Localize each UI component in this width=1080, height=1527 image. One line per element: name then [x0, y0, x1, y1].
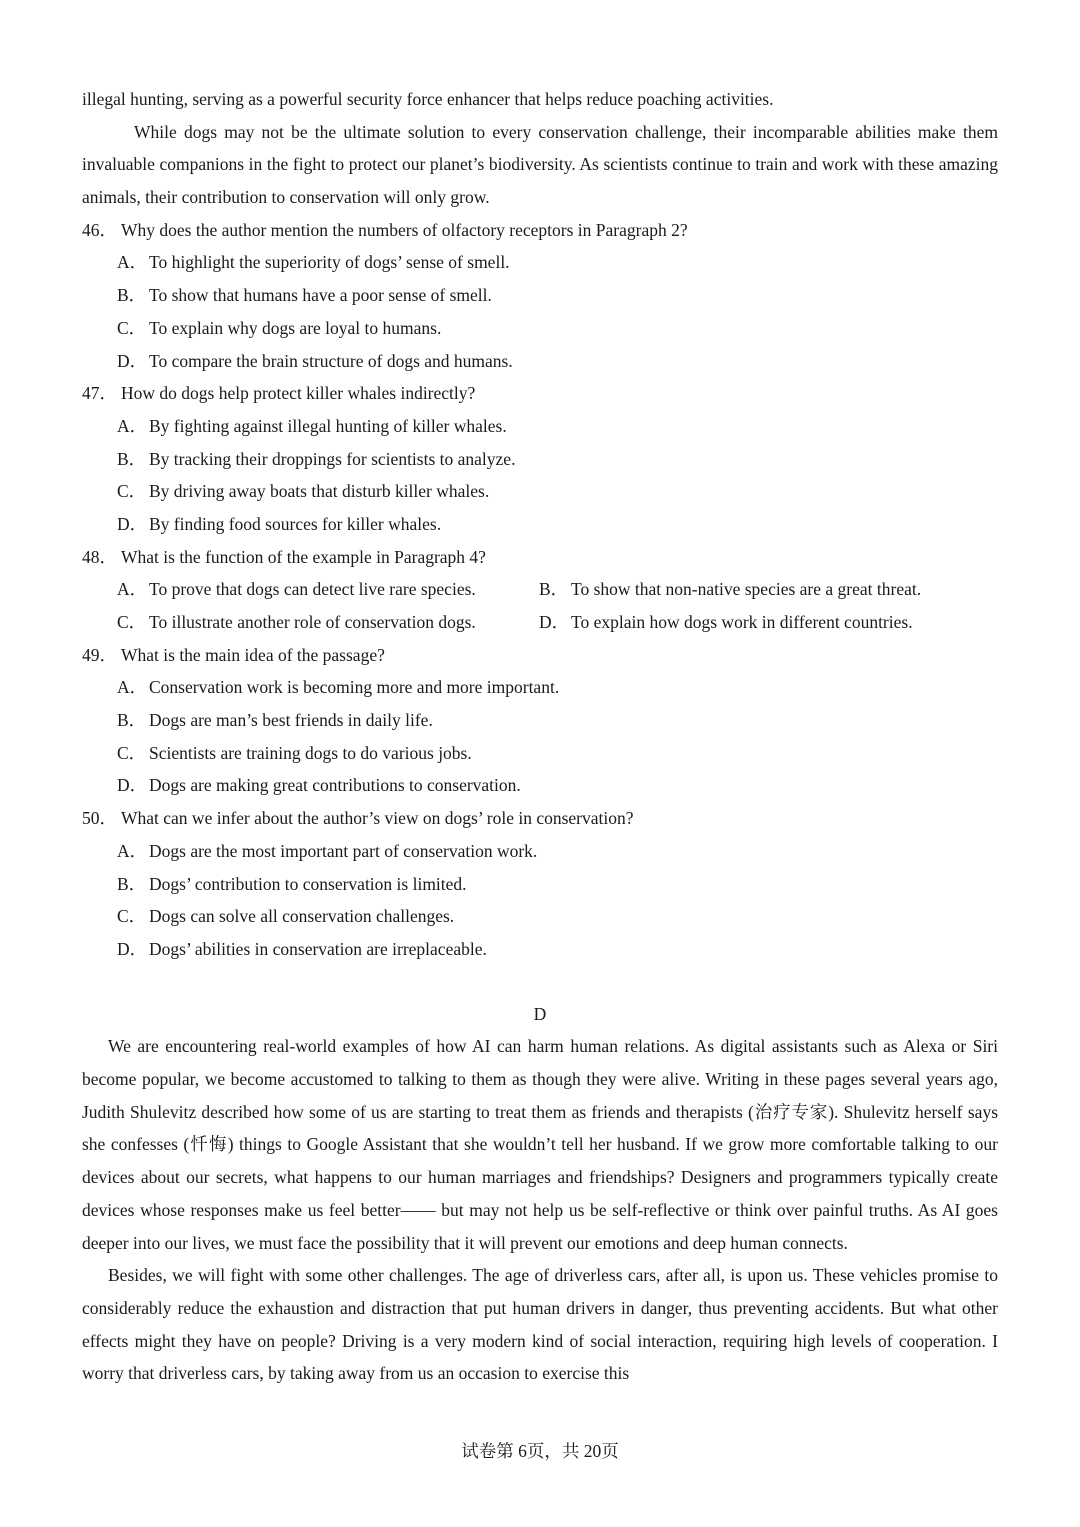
option-label: B． [117, 448, 147, 469]
option-text: To show that humans have a poor sense of smell. [149, 285, 492, 306]
option-text: Dogs are the most important part of conservation work. [149, 840, 538, 861]
option-label: C． [117, 481, 147, 502]
question-50 [82, 802, 998, 965]
passage-d-title: D [533, 1003, 547, 1024]
option-text: To explain how dogs work in different countries. [571, 612, 913, 633]
question-stem [82, 639, 998, 672]
option-c [82, 737, 998, 770]
option-label: C． [117, 906, 147, 927]
option-b [539, 573, 921, 606]
question-46 [82, 214, 998, 377]
exam-page [82, 83, 998, 1390]
option-b [82, 868, 998, 901]
option-label: D． [117, 350, 148, 371]
option-label: D． [117, 938, 148, 959]
option-label: D． [539, 612, 570, 633]
option-a [82, 671, 998, 704]
option-row [82, 573, 998, 606]
option-label: A． [117, 415, 148, 436]
option-text: To highlight the superiority of dogs’ sense of smell. [149, 252, 510, 273]
question-text: Why does the author mention the numbers of olfactory receptors in Paragraph 2? [121, 219, 688, 240]
option-label: C． [117, 742, 147, 763]
option-c [82, 475, 998, 508]
question-stem [82, 377, 998, 410]
option-label: D． [117, 513, 148, 534]
passage-d-paragraph-1: We are encountering real-world examples of how AI can harm human relations. As digital assistants such as Alexa or Siri become popular, we become accustomed to talking to them as though they were alive. Writing in these pages several years ago, Judith Shulevitz described how some of us are starting to treat them as friends and therapists (治疗专家). Shulevitz herself says she confesses (忏悔) things to Google Assistant that she wouldn’t tell her husband. If we grow more comfortable talking to our devices about our secrets, what happens to our human marriages and friendships? Designers and programmers typically create devices whose responses make us feel better—— but may not help us be self-reflective or think over painful truths. As AI goes deeper into our lives, we must face the possibility that it will prevent our emotions and deep human connects. [82, 1036, 998, 1253]
question-text: What is the function of the example in Paragraph 4? [121, 546, 486, 567]
option-text: Dogs are man’s best friends in daily life. [149, 710, 433, 731]
option-a [117, 573, 539, 606]
option-text: To compare the brain structure of dogs and humans. [149, 350, 513, 371]
option-text: By driving away boats that disturb killer whales. [149, 481, 490, 502]
passage-c-paragraph-tail: illegal hunting, serving as a powerful security force enhancer that helps reduce poaching activities. [82, 89, 774, 109]
option-c [117, 606, 539, 639]
option-label: A． [117, 579, 148, 600]
option-b [82, 443, 998, 476]
question-stem [82, 214, 998, 247]
option-text: Dogs’ abilities in conservation are irreplaceable. [149, 938, 487, 959]
option-label: B． [117, 285, 147, 306]
option-text: To show that non-native species are a great threat. [571, 579, 922, 600]
option-a [82, 246, 998, 279]
option-label: C． [117, 317, 147, 338]
option-label: A． [117, 677, 148, 698]
option-text: Dogs are making great contributions to conservation. [149, 775, 521, 796]
question-text: How do dogs help protect killer whales indirectly? [121, 383, 476, 404]
option-d [539, 606, 913, 639]
question-stem [82, 541, 998, 574]
question-48 [82, 541, 998, 639]
question-number: 46． [82, 219, 117, 240]
option-c [82, 900, 998, 933]
option-label: A． [117, 840, 148, 861]
page-footer: 试卷第 6页，共 20页 [461, 1441, 619, 1461]
option-label: D． [117, 775, 148, 796]
option-text: To explain why dogs are loyal to humans. [149, 317, 442, 338]
option-c [82, 312, 998, 345]
option-text: Dogs can solve all conservation challenges. [149, 906, 455, 927]
question-number: 48． [82, 546, 117, 567]
option-d [82, 508, 998, 541]
question-text: What is the main idea of the passage? [121, 644, 385, 665]
option-b [82, 279, 998, 312]
option-text: By finding food sources for killer whales. [149, 513, 442, 534]
passage-d-paragraph-2: Besides, we will fight with some other challenges. The age of driverless cars, after all, is upon us. These vehicles promise to considerably reduce the exhaustion and distraction that put human drivers in danger, thus preventing accidents. But what other effects might they have on people? Driving is a very modern kind of social interaction, requiring high levels of cooperation. I worry that driverless cars, by taking away from us an occasion to exercise this [82, 1265, 998, 1384]
option-label: B． [117, 873, 147, 894]
option-label: B． [117, 710, 147, 731]
option-text: By tracking their droppings for scientists to analyze. [149, 448, 516, 469]
option-label: A． [117, 252, 148, 273]
question-47 [82, 377, 998, 540]
option-text: By fighting against illegal hunting of killer whales. [149, 415, 507, 436]
option-a [82, 410, 998, 443]
option-a [82, 835, 998, 868]
question-number: 47． [82, 383, 117, 404]
question-stem [82, 802, 998, 835]
option-text: Scientists are training dogs to do various jobs. [149, 742, 472, 763]
option-label: C． [117, 612, 147, 633]
option-text: Dogs’ contribution to conservation is limited. [149, 873, 467, 894]
question-number: 49． [82, 644, 117, 665]
option-text: Conservation work is becoming more and more important. [149, 677, 560, 698]
passage-c-final-paragraph: While dogs may not be the ultimate solution to every conservation challenge, their incomparable abilities make them invaluable companions in the fight to protect our planet’s biodiversity. As scientists continue to train and work with these amazing animals, their contribution to conservation will only grow. [82, 121, 998, 208]
option-label: B． [539, 579, 569, 600]
question-number: 50． [82, 808, 117, 829]
option-d [82, 769, 998, 802]
question-text: What can we infer about the author’s view on dogs’ role in conservation? [121, 808, 634, 829]
option-d [82, 345, 998, 378]
option-b [82, 704, 998, 737]
option-d [82, 933, 998, 966]
option-text: To illustrate another role of conservation dogs. [149, 612, 476, 633]
question-49 [82, 639, 998, 802]
option-text: To prove that dogs can detect live rare species. [149, 579, 476, 600]
option-row [82, 606, 998, 639]
